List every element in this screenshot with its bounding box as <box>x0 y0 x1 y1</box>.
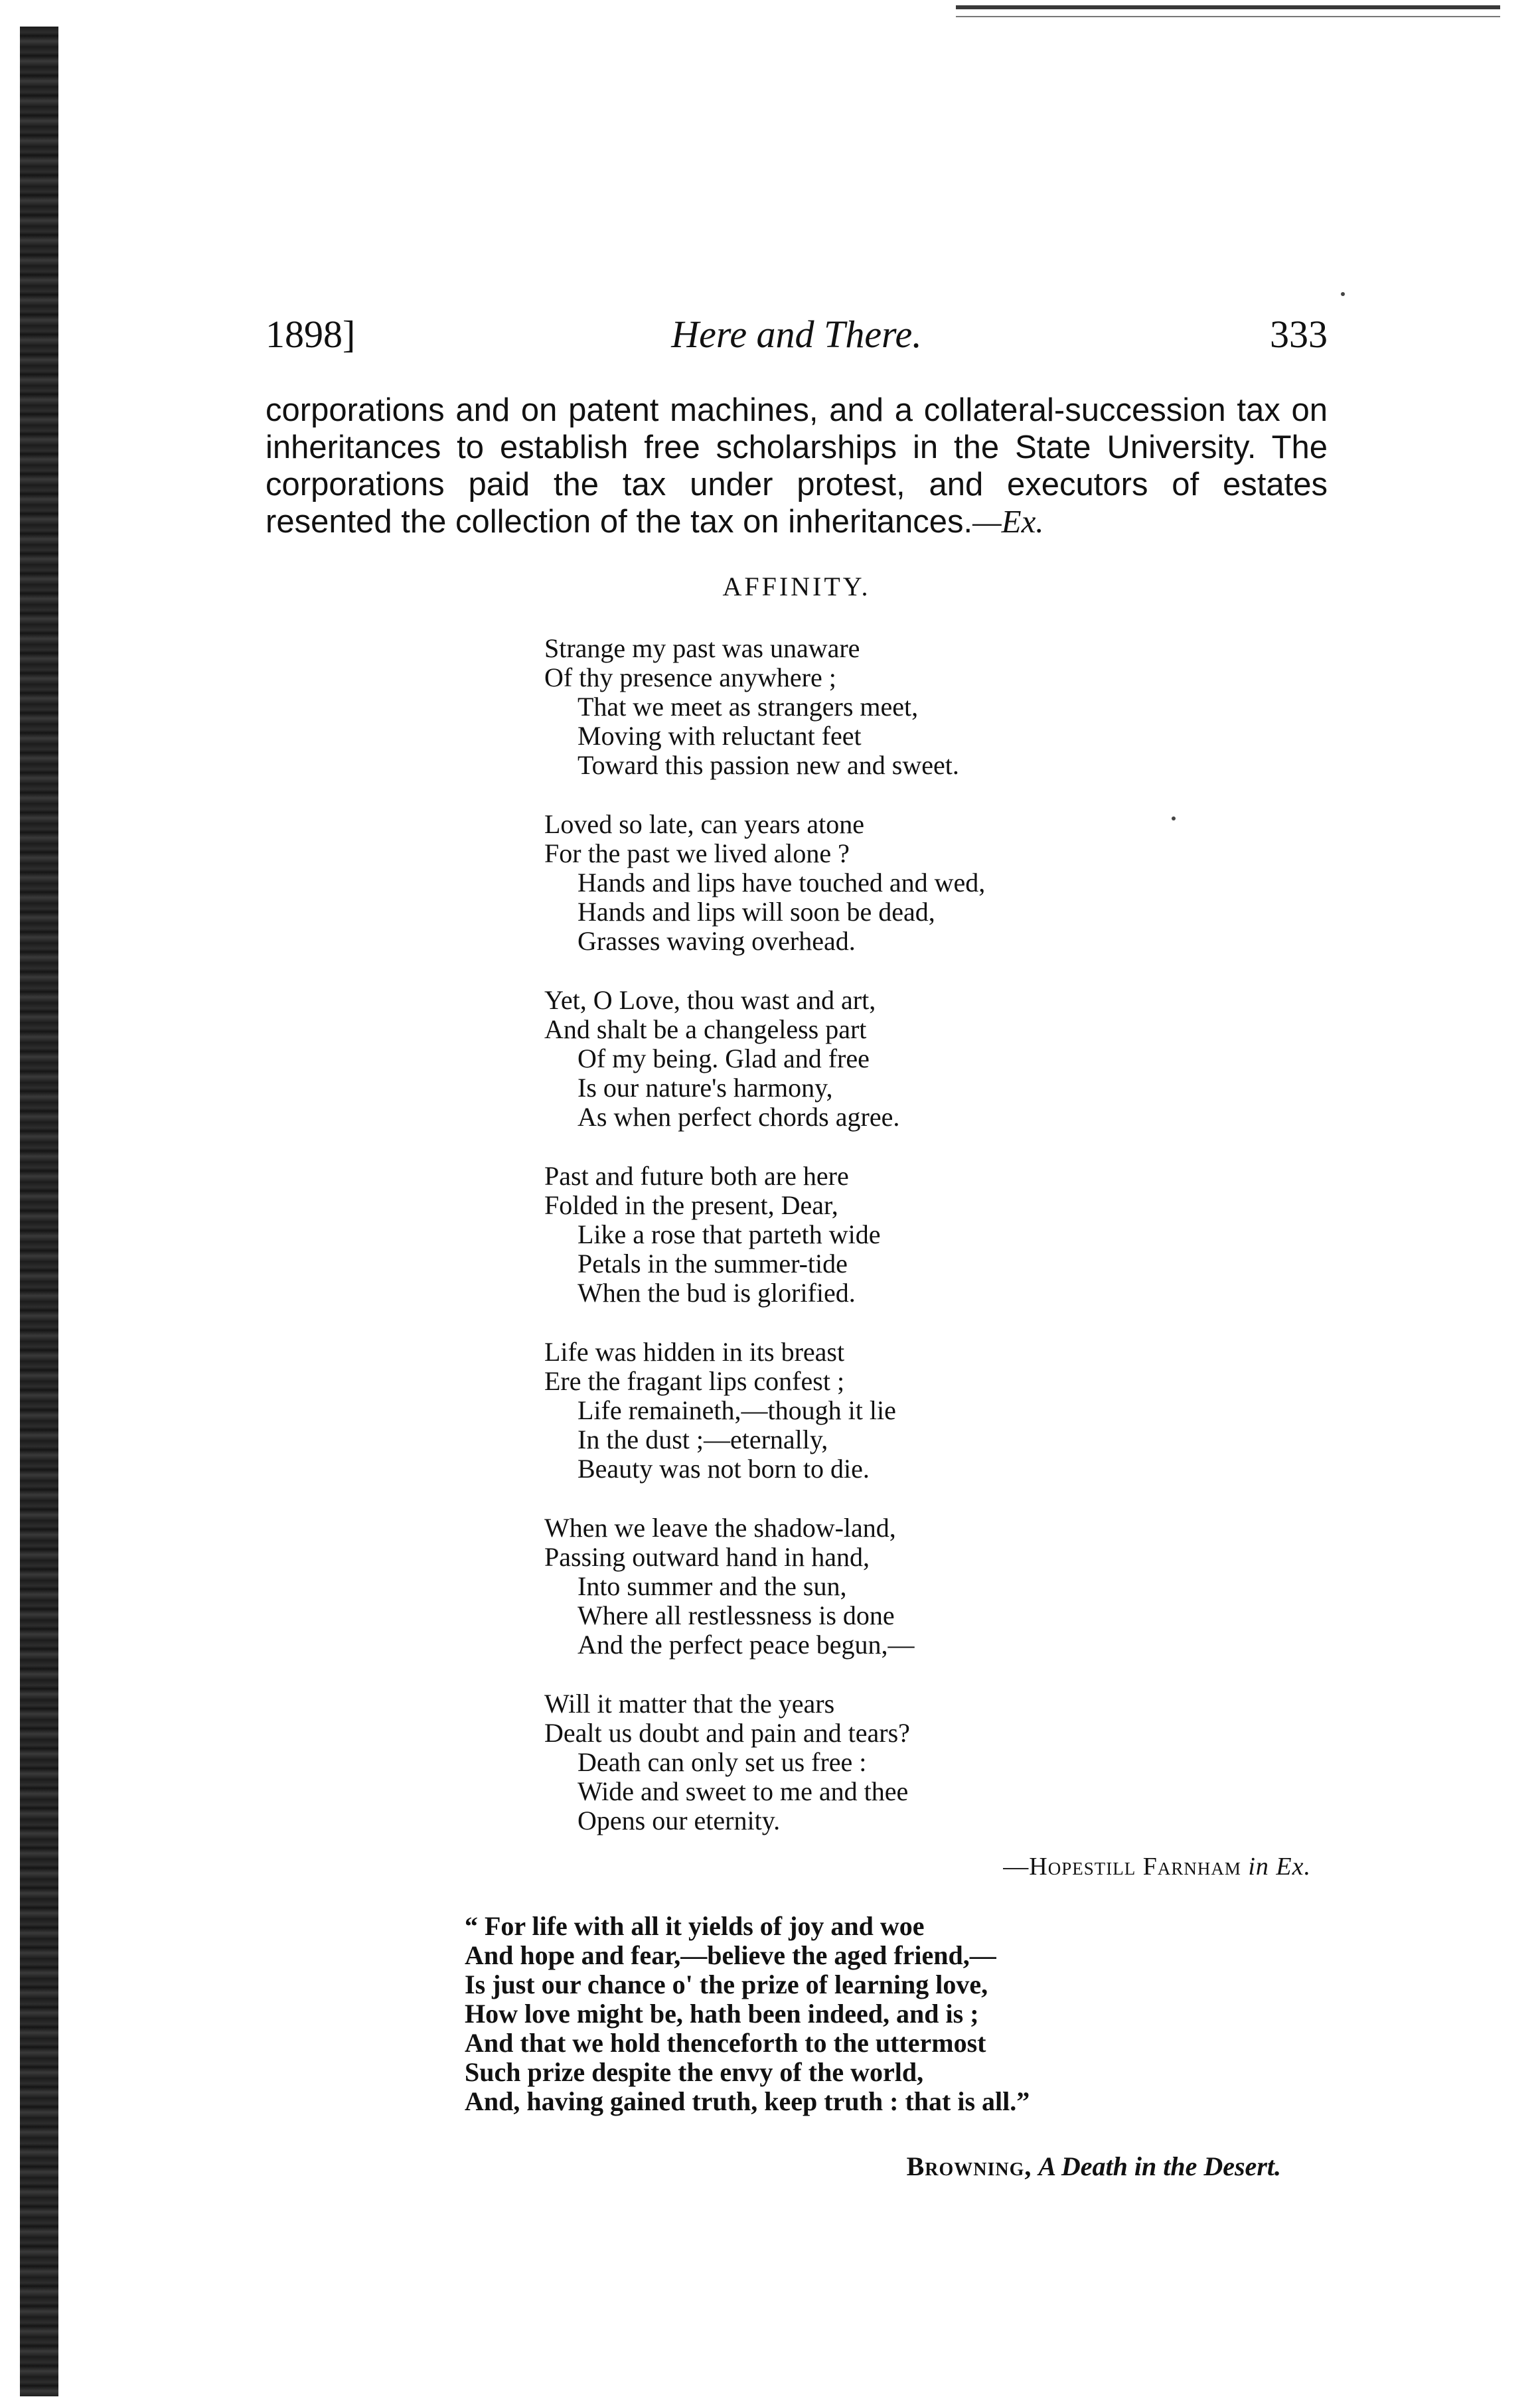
stanza <box>544 1513 1341 1660</box>
poem-line: Where all restlessness is done <box>578 1600 895 1630</box>
poem-line: Hands and lips will soon be dead, <box>578 897 935 927</box>
poem-line: Passing outward hand in hand, <box>544 1542 870 1572</box>
prose-text: corporations and on patent machines, and a collateral-succession tax on inheritances to establish free scholarships in the State University. The corporations paid the tax under protest, and executors of estates resented the collection of the tax on inheritances. <box>266 392 1328 540</box>
stanza <box>544 1338 1341 1484</box>
quote-line: And that we hold thenceforth to the uttermost <box>465 2028 986 2058</box>
poem-line: In the dust ;—eternally, <box>578 1425 828 1454</box>
top-rule <box>956 5 1500 9</box>
poem-line: Opens our eternity. <box>578 1806 781 1835</box>
poem-line: Loved so late, can years atone <box>544 809 865 839</box>
page-number: 333 <box>1270 313 1328 356</box>
poem-line: Strange my past was unaware <box>544 633 860 663</box>
running-title: Here and There. <box>671 313 922 356</box>
stanza <box>544 986 1341 1132</box>
stanza <box>544 810 1341 956</box>
stanza <box>544 1689 1341 1835</box>
poem-author: —Hopestill Farnham <box>1003 1853 1241 1881</box>
poem-body <box>544 634 1341 1865</box>
prose-source: —Ex. <box>972 503 1044 540</box>
poem-line: Life remaineth,—though it lie <box>578 1395 896 1425</box>
quote-attribution <box>664 2151 1281 2182</box>
poem-line: Ere the fragant lips confest ; <box>544 1366 845 1396</box>
poem-line: And the perfect peace begun,— <box>578 1630 915 1660</box>
quote-line: Such prize despite the envy of the world, <box>465 2057 924 2087</box>
stanza <box>544 1162 1341 1308</box>
poem-line: Hands and lips have touched and wed, <box>578 868 986 897</box>
poem-line: Moving with reluctant feet <box>578 721 862 751</box>
poem-line: And shalt be a changeless part <box>544 1014 867 1044</box>
poem-line: Is our nature's harmony, <box>578 1073 833 1103</box>
poem-line: Toward this passion new and sweet. <box>578 750 959 780</box>
quote-work: A Death in the Desert. <box>1038 2151 1281 2181</box>
poem-line: As when perfect chords agree. <box>578 1102 900 1132</box>
poem-line: Past and future both are here <box>544 1161 849 1191</box>
poem-line: Of my being. Glad and free <box>578 1044 870 1073</box>
quote-line: “ For life with all it yields of joy and woe <box>465 1911 925 1941</box>
poem-line: Petals in the summer-tide <box>578 1249 848 1278</box>
poem-attribution <box>664 1852 1311 1881</box>
quote-line: How love might be, hath been indeed, and is ; <box>465 1999 979 2029</box>
poem-line: Yet, O Love, thou wast and art, <box>544 985 876 1015</box>
poem-source: in Ex. <box>1248 1853 1311 1881</box>
poem-line: Life was hidden in its breast <box>544 1337 845 1367</box>
poem-line: When the bud is glorified. <box>578 1278 856 1308</box>
poem-line: Will it matter that the years <box>544 1689 835 1719</box>
poem-line: Grasses waving overhead. <box>578 926 856 956</box>
poem-line: That we meet as strangers meet, <box>578 692 919 722</box>
poem-line: Like a rose that parteth wide <box>578 1219 881 1249</box>
poem-line: Dealt us doubt and pain and tears? <box>544 1718 910 1748</box>
poem-line: Folded in the present, Dear, <box>544 1190 838 1220</box>
poem-line: Death can only set us free : <box>578 1747 867 1777</box>
quote-line: And, having gained truth, keep truth : that is all.” <box>465 2086 1030 2116</box>
prose-paragraph <box>266 392 1328 540</box>
epigraph-quote <box>465 1912 1328 2116</box>
poem-line: Wide and sweet to me and thee <box>578 1776 909 1806</box>
poem-title: AFFINITY. <box>722 572 871 601</box>
poem-line: For the past we lived alone ? <box>544 838 850 868</box>
poem-line: Of thy presence anywhere ; <box>544 662 836 692</box>
scan-binding-edge <box>20 27 58 2396</box>
poem-line: When we leave the shadow-land, <box>544 1513 896 1543</box>
scan-speck <box>1341 292 1345 296</box>
top-rule-thin <box>956 16 1500 17</box>
page-header <box>266 312 1328 372</box>
quote-author: Browning, <box>906 2151 1032 2181</box>
stanza <box>544 634 1341 780</box>
poem-line: Into summer and the sun, <box>578 1571 847 1601</box>
quote-line: And hope and fear,—believe the aged friend,— <box>465 1940 996 1970</box>
quote-line: Is just our chance o' the prize of learning love, <box>465 1970 988 1999</box>
poem-line: Beauty was not born to die. <box>578 1454 870 1484</box>
header-year: 1898] <box>266 313 356 356</box>
